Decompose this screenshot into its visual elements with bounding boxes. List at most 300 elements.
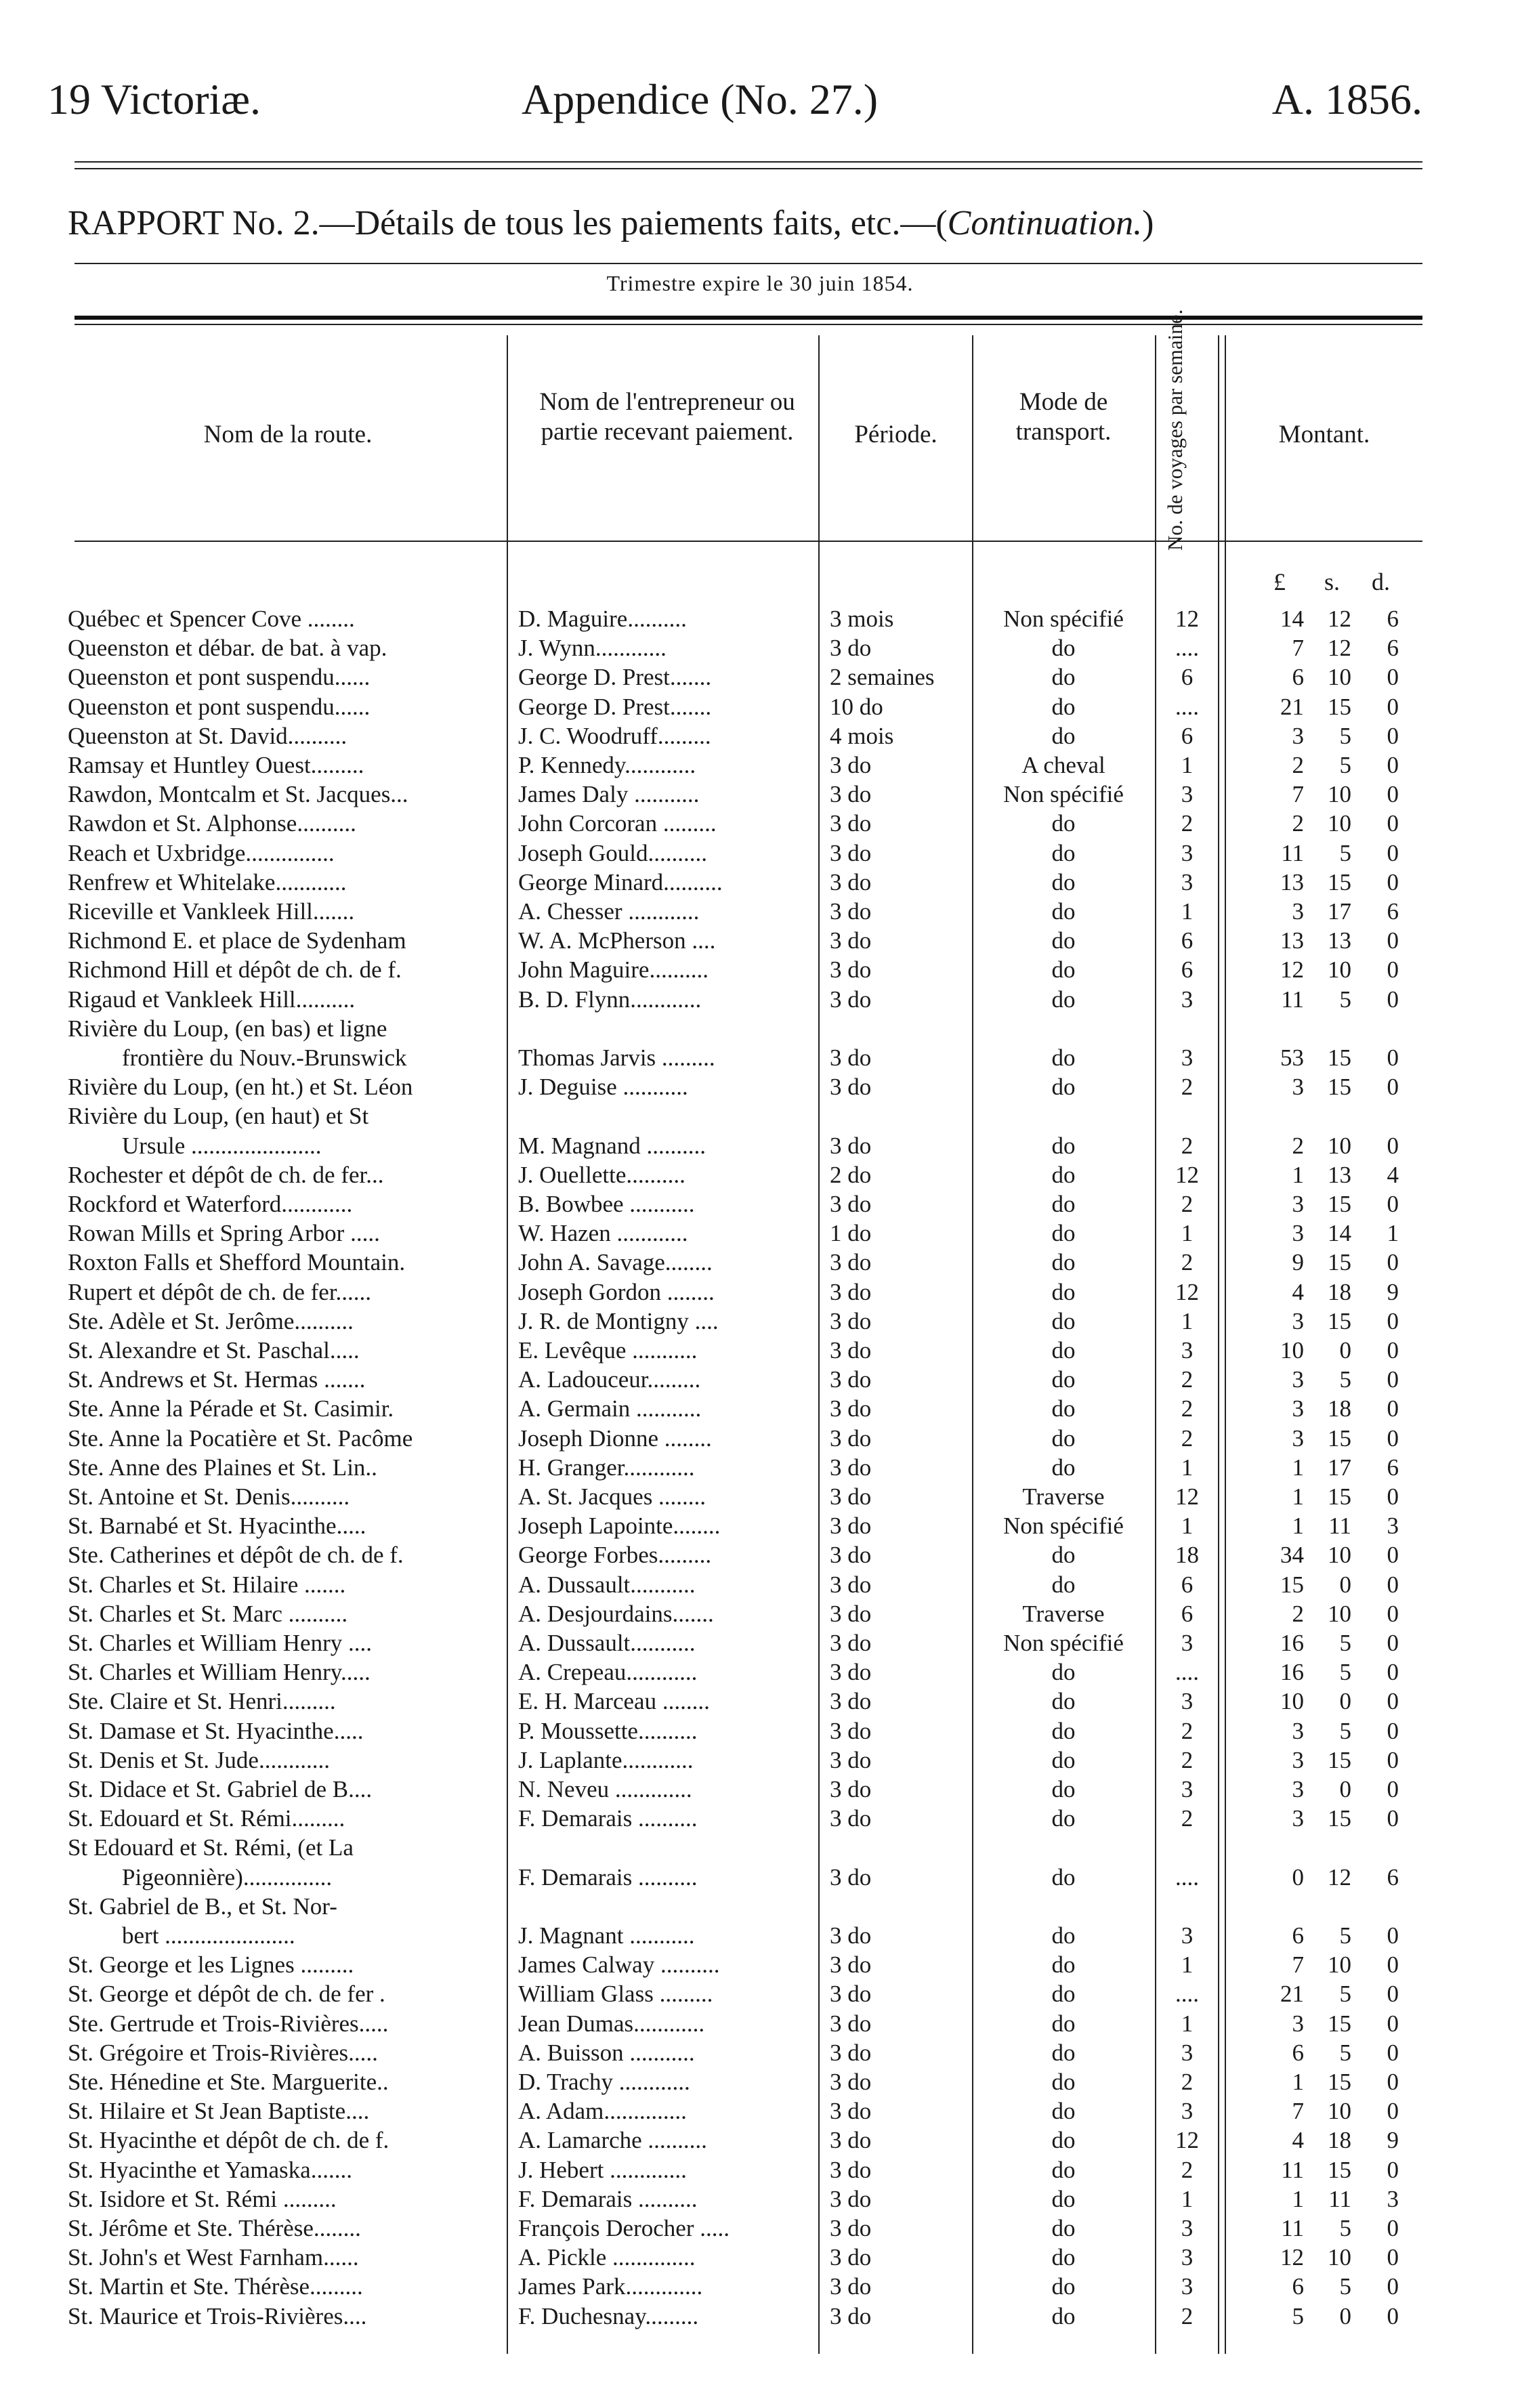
- pence-cell: 0: [1387, 1366, 1399, 1393]
- table-row: [0, 1833, 1520, 1862]
- route-cell: Pigeonnière)...............: [122, 1864, 333, 1891]
- contractor-cell: A. Ladouceur.........: [518, 1366, 701, 1393]
- shillings-cell: 10: [1328, 664, 1351, 690]
- col-head-period: Période.: [854, 421, 937, 448]
- pence-cell: 0: [1387, 1601, 1399, 1627]
- voyages-cell: 6: [1181, 664, 1194, 690]
- pence-cell: 0: [1387, 840, 1399, 866]
- pounds-cell: 2: [1292, 1133, 1304, 1159]
- table-row: [0, 897, 1520, 926]
- route-cell: frontière du Nouv.-Brunswick: [122, 1044, 407, 1071]
- pence-cell: 0: [1387, 2040, 1399, 2066]
- pence-cell: 0: [1387, 664, 1399, 690]
- pounds-cell: 6: [1292, 2273, 1304, 2300]
- period-cell: 3 do: [830, 1483, 872, 1510]
- period-cell: 3 do: [830, 2098, 872, 2124]
- shillings-cell: 13: [1328, 927, 1351, 954]
- pence-cell: 0: [1387, 1571, 1399, 1598]
- period-cell: 3 do: [830, 1249, 872, 1275]
- pounds-cell: 11: [1281, 2215, 1304, 2241]
- contractor-cell: E. H. Marceau ........: [518, 1688, 710, 1714]
- report-title: [68, 203, 1154, 243]
- shillings-cell: 10: [1328, 1542, 1351, 1568]
- mode-cell: do: [1051, 840, 1076, 866]
- voyages-cell: 3: [1181, 781, 1194, 807]
- shillings-cell: 5: [1339, 986, 1351, 1013]
- pence-cell: 4: [1387, 1162, 1399, 1188]
- table-row: [0, 780, 1520, 809]
- route-cell: St. Isidore et St. Rémi .........: [68, 2186, 337, 2212]
- appendix-label: Appendice (No. 27.): [522, 75, 879, 123]
- route-cell: Richmond E. et place de Sydenham: [68, 927, 406, 954]
- shillings-cell: 0: [1339, 2303, 1351, 2329]
- voyages-cell: 3: [1181, 1922, 1194, 1949]
- table-row: [0, 926, 1520, 955]
- contractor-cell: George D. Prest.......: [518, 694, 712, 720]
- mode-cell: do: [1051, 927, 1076, 954]
- pounds-cell: 12: [1280, 2244, 1304, 2270]
- table-row: [0, 1307, 1520, 1336]
- pounds-cell: 6: [1292, 1922, 1304, 1949]
- table-row: [0, 1482, 1520, 1511]
- route-cell: Riceville et Vankleek Hill.......: [68, 898, 355, 925]
- shillings-cell: 15: [1328, 1044, 1351, 1071]
- table-row: [0, 1072, 1520, 1101]
- pence-cell: 6: [1387, 1454, 1399, 1481]
- contractor-cell: A. Desjourdains.......: [518, 1601, 714, 1627]
- route-cell: Ste. Claire et St. Henri.........: [68, 1688, 336, 1714]
- period-cell: 3 do: [830, 1191, 872, 1217]
- route-cell: St Edouard et St. Rémi, (et La: [68, 1834, 354, 1861]
- period-cell: 1 do: [830, 1220, 872, 1246]
- pounds-cell: 2: [1292, 810, 1304, 837]
- period-cell: 3 do: [830, 635, 872, 661]
- voyages-cell: 1: [1181, 1454, 1194, 1481]
- contractor-cell: J. Magnant ...........: [518, 1922, 695, 1949]
- contractor-cell: B. D. Flynn............: [518, 986, 702, 1013]
- route-cell: Ste. Hénedine et Ste. Marguerite..: [68, 2069, 389, 2095]
- table-row: [0, 633, 1520, 662]
- route-cell: Rupert et dépôt de ch. de fer......: [68, 1279, 372, 1305]
- pounds-cell: 1: [1292, 2069, 1304, 2095]
- contractor-cell: A. Adam..............: [518, 2098, 687, 2124]
- voyages-cell: 2: [1181, 1074, 1194, 1100]
- mode-cell: do: [1051, 2215, 1076, 2241]
- shillings-cell: 15: [1328, 1074, 1351, 1100]
- mode-cell: do: [1051, 898, 1076, 925]
- period-cell: 2 semaines: [830, 664, 935, 690]
- pounds-cell: 7: [1292, 1951, 1304, 1978]
- voyages-cell: 1: [1181, 1308, 1194, 1334]
- pounds-cell: 13: [1280, 869, 1304, 895]
- period-cell: 3 do: [830, 1513, 872, 1539]
- report-title-main: RAPPORT No. 2.—Détails de tous les paiements faits, etc.—(: [68, 204, 948, 242]
- mode-cell: do: [1051, 1425, 1076, 1452]
- shillings-cell: 12: [1328, 1864, 1351, 1891]
- voyages-cell: 12: [1175, 606, 1199, 632]
- table-row: [0, 1540, 1520, 1569]
- pence-cell: 0: [1387, 1191, 1399, 1217]
- pounds-cell: 0: [1292, 1864, 1304, 1891]
- shillings-cell: 15: [1328, 2157, 1351, 2183]
- period-cell: 3 do: [830, 2127, 872, 2153]
- contractor-cell: James Daly ...........: [518, 781, 700, 807]
- route-cell: Ste. Anne la Pérade et St. Casimir.: [68, 1395, 394, 1422]
- route-cell: St. Alexandre et St. Paschal.....: [68, 1337, 360, 1364]
- shillings-cell: 15: [1328, 1425, 1351, 1452]
- col-head-voyages: No. de voyages par semaine.: [1163, 309, 1187, 551]
- pence-cell: 0: [1387, 1718, 1399, 1744]
- route-cell: Reach et Uxbridge...............: [68, 840, 335, 866]
- shillings-cell: 14: [1328, 1220, 1351, 1246]
- route-cell: St. Charles et William Henry.....: [68, 1659, 371, 1685]
- shillings-cell: 15: [1328, 1191, 1351, 1217]
- route-cell: Ste. Gertrude et Trois-Rivières.....: [68, 2010, 389, 2037]
- shillings-cell: 10: [1328, 2098, 1351, 2124]
- shillings-cell: 12: [1328, 635, 1351, 661]
- period-cell: 3 do: [830, 1074, 872, 1100]
- table-row: [0, 2038, 1520, 2067]
- contractor-cell: F. Duchesnay.........: [518, 2303, 699, 2329]
- route-cell: Rivière du Loup, (en bas) et ligne: [68, 1015, 387, 1042]
- period-cell: 3 do: [830, 752, 872, 778]
- voyages-cell: 2: [1181, 1425, 1194, 1452]
- route-cell: Queenston et pont suspendu......: [68, 664, 371, 690]
- table-row: [0, 1628, 1520, 1657]
- table-row: [0, 1336, 1520, 1365]
- shillings-cell: 12: [1328, 606, 1351, 632]
- header-rule: [75, 161, 1422, 163]
- voyages-cell: ....: [1175, 1864, 1199, 1891]
- voyages-cell: 2: [1181, 1718, 1194, 1744]
- pounds-cell: 3: [1292, 1395, 1304, 1422]
- route-cell: Richmond Hill et dépôt de ch. de f.: [68, 956, 402, 983]
- pence-cell: 0: [1387, 810, 1399, 837]
- pence-cell: 0: [1387, 956, 1399, 983]
- table-row: [0, 1043, 1520, 1072]
- period-cell: 3 do: [830, 2186, 872, 2212]
- contractor-cell: Joseph Gould..........: [518, 840, 708, 866]
- route-cell: St. Antoine et St. Denis..........: [68, 1483, 350, 1510]
- pence-cell: 0: [1387, 1395, 1399, 1422]
- contractor-cell: E. Levêque ...........: [518, 1337, 698, 1364]
- mode-cell: do: [1051, 1951, 1076, 1978]
- pounds-cell: 34: [1280, 1542, 1304, 1568]
- mode-cell: do: [1051, 2069, 1076, 2095]
- col-head-amount: Montant.: [1278, 421, 1370, 448]
- pounds-cell: 5: [1292, 2303, 1304, 2329]
- shillings-cell: 10: [1328, 956, 1351, 983]
- table-row: [0, 955, 1520, 984]
- shillings-cell: 18: [1328, 1395, 1351, 1422]
- pence-cell: 3: [1387, 2186, 1399, 2212]
- voyages-cell: 1: [1181, 898, 1194, 925]
- pence-cell: 0: [1387, 1630, 1399, 1656]
- pence-cell: 0: [1387, 752, 1399, 778]
- mode-cell: do: [1051, 2273, 1076, 2300]
- period-cell: 4 mois: [830, 723, 894, 749]
- voyages-cell: 2: [1181, 1366, 1194, 1393]
- route-cell: Rigaud et Vankleek Hill..........: [68, 986, 356, 1013]
- currency-pence: d.: [1372, 568, 1390, 595]
- pence-cell: 0: [1387, 1805, 1399, 1832]
- table-row: [0, 1014, 1520, 1043]
- mode-cell: do: [1051, 1747, 1076, 1773]
- mode-cell: do: [1051, 1308, 1076, 1334]
- contractor-cell: A. Dussault...........: [518, 1571, 696, 1598]
- period-cell: 3 do: [830, 2040, 872, 2066]
- table-row: [0, 1101, 1520, 1131]
- mode-cell: do: [1051, 1162, 1076, 1188]
- pounds-cell: 4: [1292, 1279, 1304, 1305]
- contractor-cell: F. Demarais ..........: [518, 2186, 698, 2212]
- table-row: [0, 868, 1520, 897]
- pounds-cell: 1: [1292, 1483, 1304, 1510]
- shillings-cell: 18: [1328, 1279, 1351, 1305]
- contractor-cell: B. Bowbee ...........: [518, 1191, 695, 1217]
- pence-cell: 0: [1387, 1981, 1399, 2007]
- voyages-cell: 2: [1181, 1249, 1194, 1275]
- period-cell: 3 do: [830, 2244, 872, 2270]
- period-cell: 3 do: [830, 1805, 872, 1832]
- mode-cell: do: [1051, 1981, 1076, 2007]
- shillings-cell: 11: [1328, 1513, 1351, 1539]
- contractor-cell: D. Trachy ............: [518, 2069, 690, 2095]
- shillings-cell: 10: [1328, 781, 1351, 807]
- mode-cell: do: [1051, 2040, 1076, 2066]
- contractor-cell: J. Wynn............: [518, 635, 667, 661]
- shillings-cell: 11: [1328, 2186, 1351, 2212]
- period-cell: 3 do: [830, 1981, 872, 2007]
- voyages-cell: 3: [1181, 2273, 1194, 2300]
- table-row: [0, 2067, 1520, 2096]
- mode-cell: do: [1051, 694, 1076, 720]
- contractor-cell: John Maguire..........: [518, 956, 709, 983]
- route-cell: St. Damase et St. Hyacinthe.....: [68, 1718, 364, 1744]
- route-cell: St. Martin et Ste. Thérèse.........: [68, 2273, 363, 2300]
- table-top-rule-2: [75, 324, 1422, 325]
- pence-cell: 6: [1387, 898, 1399, 925]
- voyages-cell: 3: [1181, 2244, 1194, 2270]
- shillings-cell: 15: [1328, 2069, 1351, 2095]
- pounds-cell: 10: [1280, 1337, 1304, 1364]
- mode-cell: do: [1051, 2303, 1076, 2329]
- mode-cell: do: [1051, 986, 1076, 1013]
- mode-cell: Traverse: [1022, 1483, 1105, 1510]
- pounds-cell: 3: [1292, 1776, 1304, 1802]
- voyages-cell: ....: [1175, 694, 1199, 720]
- route-cell: Queenston at St. David..........: [68, 723, 347, 749]
- period-cell: 3 do: [830, 2273, 872, 2300]
- mode-cell: do: [1051, 1074, 1076, 1100]
- table-row: [0, 692, 1520, 721]
- period-cell: 3 do: [830, 1951, 872, 1978]
- pounds-cell: 3: [1292, 2010, 1304, 2037]
- table-row: [0, 1863, 1520, 1892]
- pounds-cell: 3: [1292, 1308, 1304, 1334]
- voyages-cell: 2: [1181, 1747, 1194, 1773]
- voyages-cell: 12: [1175, 2127, 1199, 2153]
- voyages-cell: 3: [1181, 2215, 1194, 2241]
- route-cell: Rockford et Waterford............: [68, 1191, 353, 1217]
- pounds-cell: 1: [1292, 1513, 1304, 1539]
- table-row: [0, 1599, 1520, 1628]
- period-cell: 3 do: [830, 2215, 872, 2241]
- shillings-cell: 5: [1339, 840, 1351, 866]
- mode-cell: do: [1051, 956, 1076, 983]
- pounds-cell: 7: [1292, 2098, 1304, 2124]
- mode-cell: do: [1051, 1864, 1076, 1891]
- shillings-cell: 15: [1328, 1805, 1351, 1832]
- route-cell: Queenston et pont suspendu......: [68, 694, 371, 720]
- voyages-cell: 3: [1181, 2098, 1194, 2124]
- pence-cell: 0: [1387, 1249, 1399, 1275]
- shillings-cell: 18: [1328, 2127, 1351, 2153]
- period-cell: 3 do: [830, 1395, 872, 1422]
- pence-cell: 0: [1387, 2215, 1399, 2241]
- table-row: [0, 1979, 1520, 2008]
- table-row: [0, 1394, 1520, 1423]
- table-row: [0, 1657, 1520, 1687]
- route-cell: Rivière du Loup, (en ht.) et St. Léon: [68, 1074, 413, 1100]
- pounds-cell: 3: [1292, 1074, 1304, 1100]
- route-cell: Rawdon, Montcalm et St. Jacques...: [68, 781, 408, 807]
- pence-cell: 1: [1387, 1220, 1399, 1246]
- route-cell: St. Didace et St. Gabriel de B....: [68, 1776, 373, 1802]
- pounds-cell: 1: [1292, 1454, 1304, 1481]
- period-cell: 3 do: [830, 956, 872, 983]
- route-cell: Ramsay et Huntley Ouest.........: [68, 752, 364, 778]
- pence-cell: 0: [1387, 1133, 1399, 1159]
- voyages-cell: 2: [1181, 1133, 1194, 1159]
- pounds-cell: 9: [1292, 1249, 1304, 1275]
- contractor-cell: A. Pickle ..............: [518, 2244, 696, 2270]
- col-head-contractor: Nom de l'entrepreneur ou partie recevant paiement.: [539, 388, 795, 446]
- pence-cell: 0: [1387, 1922, 1399, 1949]
- mode-cell: do: [1051, 1922, 1076, 1949]
- mode-cell: do: [1051, 1659, 1076, 1685]
- currency-pounds: £: [1273, 568, 1286, 595]
- table-row: [0, 2272, 1520, 2301]
- mode-cell: do: [1051, 1454, 1076, 1481]
- mode-cell: do: [1051, 1571, 1076, 1598]
- pence-cell: 9: [1387, 1279, 1399, 1305]
- voyages-cell: 3: [1181, 869, 1194, 895]
- pence-cell: 0: [1387, 1044, 1399, 1071]
- period-cell: 3 do: [830, 2010, 872, 2037]
- mode-cell: do: [1051, 1776, 1076, 1802]
- table-row: [0, 839, 1520, 868]
- route-cell: St. Jérôme et Ste. Thérèse........: [68, 2215, 361, 2241]
- route-cell: Rawdon et St. Alphonse..........: [68, 810, 356, 837]
- contractor-cell: J. C. Woodruff.........: [518, 723, 711, 749]
- shillings-cell: 5: [1339, 1366, 1351, 1393]
- pounds-cell: 3: [1292, 1805, 1304, 1832]
- voyages-cell: 12: [1175, 1483, 1199, 1510]
- period-cell: 3 do: [830, 781, 872, 807]
- table-row: [0, 2184, 1520, 2214]
- mode-cell: do: [1051, 723, 1076, 749]
- period-cell: 3 do: [830, 1776, 872, 1802]
- pounds-cell: 2: [1292, 752, 1304, 778]
- voyages-cell: 2: [1181, 2157, 1194, 2183]
- pence-cell: 0: [1387, 1776, 1399, 1802]
- shillings-cell: 10: [1328, 1133, 1351, 1159]
- period-cell: 2 do: [830, 1162, 872, 1188]
- shillings-cell: 10: [1328, 2244, 1351, 2270]
- route-cell: Rowan Mills et Spring Arbor .....: [68, 1220, 380, 1246]
- voyages-cell: ....: [1175, 635, 1199, 661]
- contractor-cell: Joseph Lapointe........: [518, 1513, 721, 1539]
- route-cell: St. Grégoire et Trois-Rivières.....: [68, 2040, 378, 2066]
- pounds-cell: 10: [1280, 1688, 1304, 1714]
- table-row: [0, 1746, 1520, 1775]
- period-cell: 3 do: [830, 1133, 872, 1159]
- table-row: [0, 1277, 1520, 1307]
- pounds-cell: 16: [1280, 1630, 1304, 1656]
- pounds-cell: 13: [1280, 927, 1304, 954]
- pounds-cell: 3: [1292, 898, 1304, 925]
- mode-cell: Non spécifié: [1003, 1630, 1124, 1656]
- mode-cell: Non spécifié: [1003, 1513, 1124, 1539]
- pounds-cell: 3: [1292, 1747, 1304, 1773]
- quarter-caption: Trimestre expire le 30 juin 1854.: [606, 271, 914, 295]
- route-cell: St. Gabriel de B., et St. Nor-: [68, 1893, 337, 1920]
- pounds-cell: 6: [1292, 664, 1304, 690]
- contractor-cell: A. Chesser ............: [518, 898, 700, 925]
- mode-cell: do: [1051, 2186, 1076, 2212]
- period-cell: 3 do: [830, 2069, 872, 2095]
- route-cell: bert ......................: [122, 1922, 295, 1949]
- shillings-cell: 15: [1328, 694, 1351, 720]
- table-row: [0, 604, 1520, 633]
- shillings-cell: 5: [1339, 1718, 1351, 1744]
- pounds-cell: 11: [1281, 2157, 1304, 2183]
- voyages-cell: 1: [1181, 752, 1194, 778]
- route-cell: St. Andrews et St. Hermas .......: [68, 1366, 366, 1393]
- voyages-cell: 6: [1181, 1571, 1194, 1598]
- pence-cell: 0: [1387, 1688, 1399, 1714]
- voyages-cell: 6: [1181, 723, 1194, 749]
- session-label: 19 Victoriæ.: [47, 75, 261, 123]
- route-cell: Queenston et débar. de bat. à vap.: [68, 635, 387, 661]
- mode-cell: do: [1051, 2244, 1076, 2270]
- contractor-cell: George D. Prest.......: [518, 664, 712, 690]
- contractor-cell: H. Granger............: [518, 1454, 695, 1481]
- mode-cell: do: [1051, 1133, 1076, 1159]
- mode-cell: do: [1051, 1191, 1076, 1217]
- table-top-rule: [75, 316, 1422, 320]
- voyages-cell: 2: [1181, 1395, 1194, 1422]
- contractor-cell: A. Germain ...........: [518, 1395, 702, 1422]
- route-cell: Roxton Falls et Shefford Mountain.: [68, 1249, 406, 1275]
- voyages-cell: 1: [1181, 2010, 1194, 2037]
- voyages-cell: 3: [1181, 1688, 1194, 1714]
- table-row: [0, 1570, 1520, 1599]
- title-rule: [75, 263, 1422, 264]
- table-row: [0, 1160, 1520, 1189]
- table-row: [0, 1716, 1520, 1746]
- pence-cell: 0: [1387, 869, 1399, 895]
- contractor-cell: James Calway ..........: [518, 1951, 720, 1978]
- contractor-cell: William Glass .........: [518, 1981, 713, 2007]
- mode-cell: do: [1051, 1395, 1076, 1422]
- period-cell: 3 do: [830, 1864, 872, 1891]
- shillings-cell: 5: [1339, 1922, 1351, 1949]
- route-cell: St. George et dépôt de ch. de fer .: [68, 1981, 385, 2007]
- contractor-cell: P. Moussette..........: [518, 1718, 698, 1744]
- route-cell: Québec et Spencer Cove ........: [68, 606, 355, 632]
